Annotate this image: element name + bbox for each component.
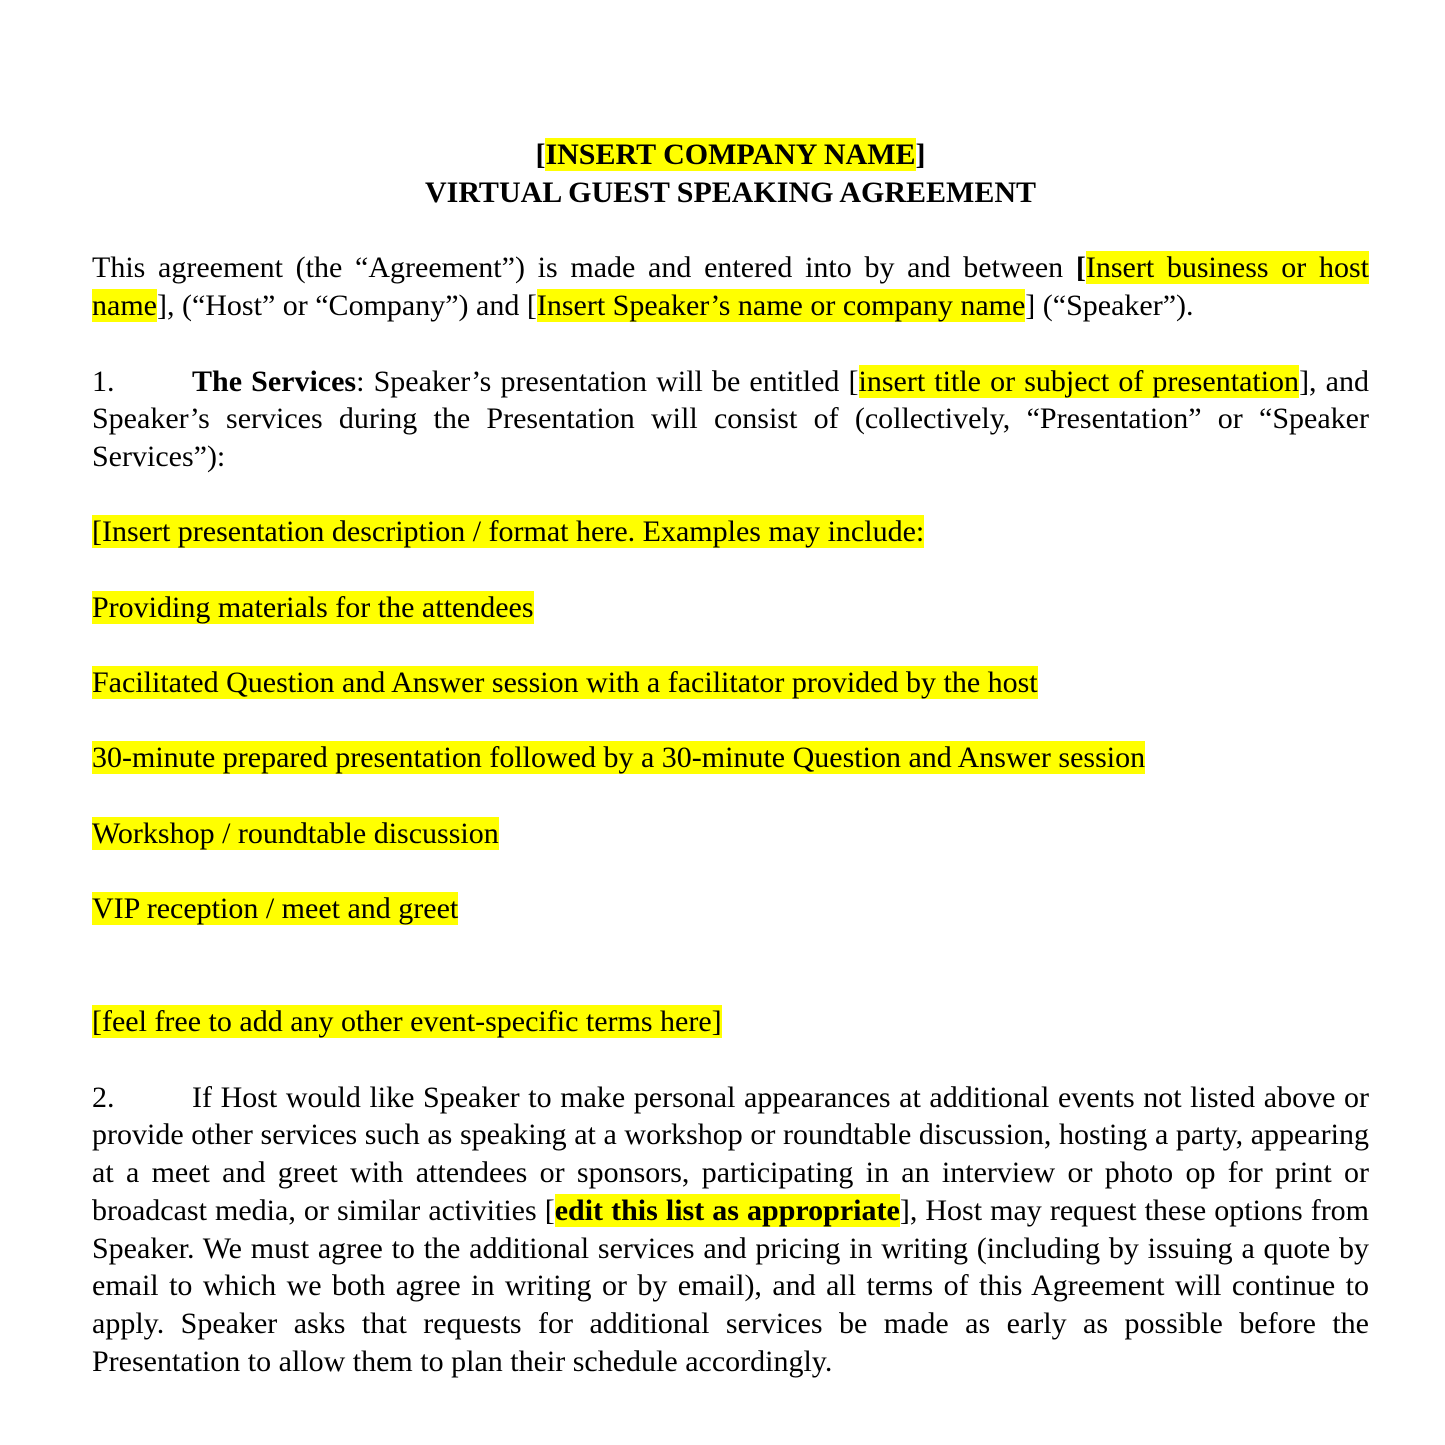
intro-paragraph: This agreement (the “Agreement”) is made and entered into by and between [Insert business or host name], (“Host” or “Company”) and [Insert Speaker’s name or company name] (“Speaker”).	[92, 251, 1369, 323]
company-name-line: [INSERT COMPANY NAME]	[535, 138, 926, 171]
section-1-text-2: ], and Speaker’s services during the Presentation will consist of (collectively, “Presentation” or “Speaker Services”):	[92, 364, 1369, 473]
section-2-number: 2.	[92, 1080, 115, 1114]
intro-text-3: ] (“Speaker”).	[1025, 289, 1194, 323]
section-2-paragraph	[92, 1079, 1369, 1381]
intro-text-1: This agreement (the “Agreement”) is made and entered into by and between	[92, 251, 1076, 285]
list-item	[92, 890, 1369, 928]
host-name-placeholder: Insert business or host name	[92, 251, 1369, 323]
speaker-name-placeholder: Insert Speaker’s name or company name	[536, 289, 1026, 323]
list-item	[92, 739, 1369, 777]
example-item: VIP reception / meet and greet	[92, 892, 459, 926]
example-item: Workshop / roundtable discussion	[92, 816, 499, 850]
intro-text-2: ], (“Host” or “Company”) and [	[156, 289, 537, 323]
edit-list-placeholder: edit this list as appropriate	[554, 1193, 900, 1227]
company-name-placeholder: INSERT COMPANY NAME	[545, 138, 916, 171]
extra-terms-placeholder: [feel free to add any other event-specific terms here]	[92, 1005, 722, 1039]
list-item	[92, 589, 1369, 627]
section-1-heading: The Services	[192, 364, 357, 398]
example-item: Facilitated Question and Answer session with a facilitator provided by the host	[92, 666, 1038, 700]
section-1-number: 1.	[92, 364, 115, 398]
list-item	[92, 664, 1369, 702]
list-item	[92, 815, 1369, 853]
section-1-paragraph	[92, 363, 1369, 476]
example-intro: [Insert presentation description / format here. Examples may include:	[92, 515, 925, 549]
section-2-text-2: ], Host may request these options from Speaker. We must agree to the additional services and pricing in writing (including by issuing a quote by email to which we both agree in writing or by email), and all terms of this Agreement will continue to apply. Speaker asks that requests for additional services be made as early as possible before the Presentation to allow them to plan their schedule accordingly.	[92, 1193, 1370, 1378]
list-item	[92, 513, 1369, 551]
section-2-text-1: If Host would like Speaker to make personal appearances at additional events not listed above or provide other services such as speaking at a workshop or roundtable discussion, hosting a party, appearing at a meet and greet with attendees or sponsors, participating in an interview or photo op for print or broadcast media, or similar activities [	[92, 1080, 1369, 1227]
example-item: 30-minute prepared presentation followed by a 30-minute Question and Answer session	[92, 741, 1146, 775]
examples-list	[92, 513, 1369, 928]
extra-terms-line	[92, 1003, 1369, 1041]
document-title: VIRTUAL GUEST SPEAKING AGREEMENT	[424, 175, 1037, 209]
section-1-text-1: : Speaker’s presentation will be entitled [	[356, 364, 859, 398]
document-header	[92, 136, 1369, 211]
presentation-title-placeholder: insert title or subject of presentation	[858, 364, 1300, 398]
document-page	[92, 136, 1369, 1380]
example-item: Providing materials for the attendees	[92, 590, 534, 624]
